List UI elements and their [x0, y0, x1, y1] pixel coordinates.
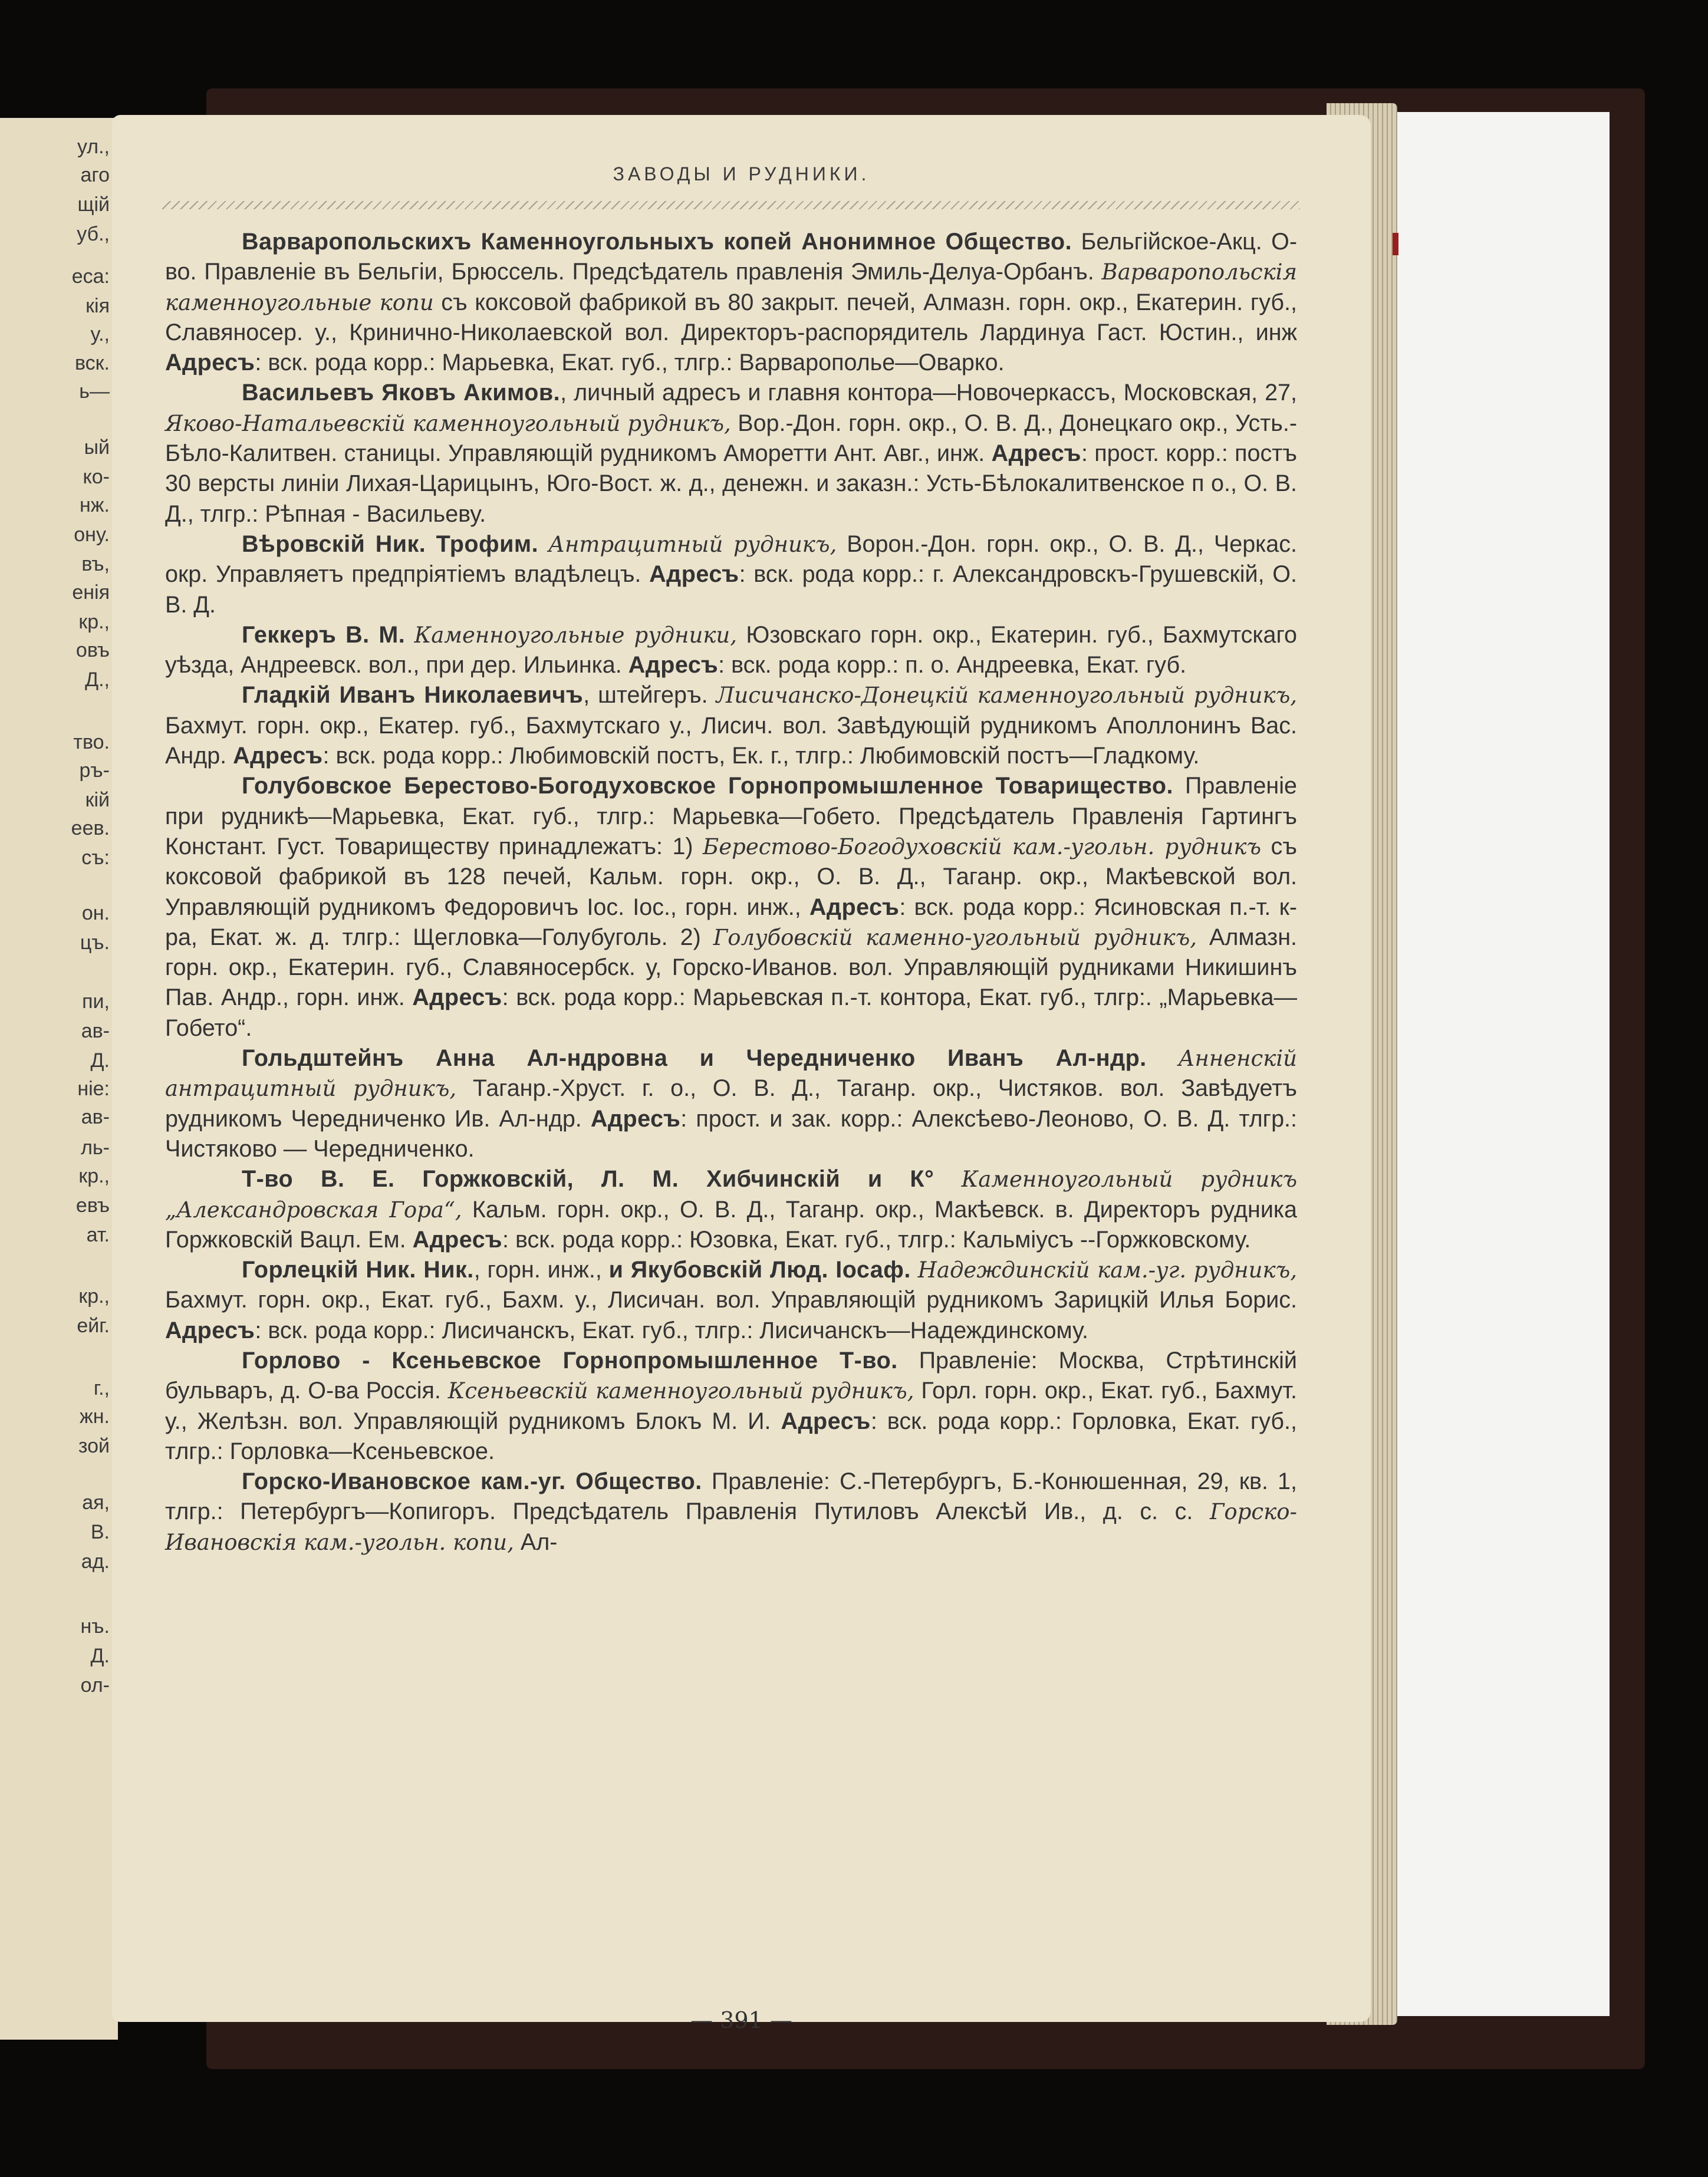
entry-text: Таганр.-Хруст. г. о., О. В. Д., Таганр. окр., Чистяков. вол. Завѣдуетъ рудникомъ Чередниченко Ив. Ал-ндр.: [165, 1075, 1297, 1132]
entry-italic-text: Каменноугольный рудникъ „Александровская Гора“,: [165, 1167, 1297, 1223]
running-head: ЗАВОДЫ И РУДНИКИ.: [613, 163, 870, 185]
facing-page-fragment: еев.: [71, 817, 110, 839]
facing-page-fragment: жн.: [80, 1405, 110, 1428]
directory-entry: [165, 378, 1297, 529]
entry-text: Бахмут. горн. окр., Екатер. губ., Бахмутскаго у., Лисич. вол. Завѣдующій рудникомъ Аполлонинъ Вас. Андр.: [165, 712, 1297, 769]
entry-text: : вск. рода корр.: п. о. Андреевка, Екат. губ.: [718, 652, 1187, 679]
entry-text: Юзовскаго горн. окр., Екатерин. губ., Бахмутскаго уѣзда, Андреевск. вол., при дер. Ильинка.: [165, 621, 1297, 679]
facing-page-fragment: енія: [72, 581, 110, 604]
entry-italic-text: Антрацитный рудникъ,: [548, 531, 837, 557]
entry-text: Кальм. горн. окр., О. В. Д., Таганр. окр., Макѣевск. в. Директоръ рудника Горжковскій Вацл. Ем.: [165, 1196, 1297, 1253]
facing-page-fragment: ол-: [80, 1674, 110, 1697]
entry-text: съ коксовой фабрикой въ 128 печей, Кальм. горн. окр., О. В. Д., Таганр. окр., Макѣевской вол. Управляющій рудникомъ Федоровичъ Іос. Іос., горн. инж.,: [165, 833, 1297, 920]
facing-page-fragment: ад.: [81, 1550, 110, 1573]
entry-text: Бахмут. горн. окр., Екат. губ., Бахм. у., Лисичан. вол. Управляющій рудникомъ Зарицкій Илья Борис.: [165, 1287, 1297, 1313]
directory-entry: [165, 771, 1297, 1043]
facing-page-fragment: цъ.: [80, 931, 110, 954]
entry-text: [1147, 1045, 1179, 1071]
left-page: [0, 118, 118, 2040]
facing-page-fragment: съ:: [81, 847, 110, 869]
facing-page-fragment: нж.: [80, 494, 110, 516]
directory-entry: [165, 529, 1297, 620]
directory-entry: [165, 227, 1297, 378]
facing-page-fragment: аго: [80, 164, 110, 186]
facing-page-fragment: щій: [77, 193, 110, 216]
entry-italic-text: Лисичанско-Донецкій каменноугольный рудникъ,: [716, 683, 1297, 709]
entry-italic-text: Голубовскій каменно-угольный рудникъ,: [713, 924, 1197, 950]
directory-entry: [165, 1467, 1297, 1557]
facing-page-fragment: Д.,: [85, 668, 110, 691]
entry-bold-text: Гладкій Иванъ Николаевичъ: [242, 682, 584, 709]
directory-entry: [165, 1346, 1297, 1467]
header-rule: [162, 201, 1300, 209]
entry-italic-text: Горско-Ивановскія кам.-угольн. копи,: [165, 1499, 1297, 1555]
facing-page-fragment: вск.: [74, 352, 110, 374]
facing-page-fragment: ый: [84, 436, 110, 459]
facing-page-fragment: зой: [78, 1435, 110, 1457]
facing-page-fragment: ль-: [81, 1137, 110, 1159]
entry-text: Правленіе при рудникѣ—Марьевка, Екат. губ., тлгр.: Марьевка—Гобето. Предсѣдатель Правленія Гартингъ Констант. Густ. Товариществу принадлежатъ: 1): [165, 773, 1297, 859]
entry-bold-text: Геккеръ В. М.: [242, 621, 406, 648]
facing-page-fragment: кія: [85, 295, 110, 317]
entry-text: : вск. рода корр.: Юзовка, Екат. губ., тлгр.: Кальміусъ --Горжковскому.: [502, 1226, 1251, 1253]
entry-italic-text: Каменноугольные рудники,: [414, 622, 738, 648]
facing-page-fragment: В.: [90, 1521, 110, 1543]
entry-bold-text: Адресъ: [590, 1105, 681, 1132]
facing-page-fragment: ейг.: [77, 1315, 110, 1337]
facing-page-fragment: у.,: [90, 323, 110, 345]
facing-page-fragment: кр.,: [78, 1165, 110, 1187]
entry-text: , личный адресъ и главня контора—Новочеркассъ, Московская, 27,: [560, 380, 1298, 406]
directory-entry: [165, 1043, 1297, 1164]
entry-text: [405, 622, 414, 648]
facing-page-fragment: ул.,: [77, 136, 110, 158]
entry-text: Ал-: [514, 1529, 558, 1555]
entry-bold-text: Адресъ: [781, 1408, 871, 1434]
entry-text: [538, 531, 548, 557]
entry-text: , штейгеръ.: [583, 682, 716, 709]
entry-text: съ коксовой фабрикой въ 80 закрыт. печей, Алмазн. горн. окр., Екатерин. губ., Славяносер. у., Кринично-Николаевской вол. Директоръ-распорядитель Лардинуа Гаст. Юстин., инж: [165, 289, 1297, 345]
directory-entry: [165, 620, 1297, 681]
facing-page-fragment: кр.,: [78, 611, 110, 633]
facing-page-fragment: ону.: [74, 523, 110, 546]
entry-bold-text: Адресъ: [412, 984, 502, 1011]
entry-text: : вск. рода корр.: г. Александровскъ-Грушевскій, О. В. Д.: [165, 561, 1297, 618]
entry-text: : прост. корр.: постъ 30 версты линіи Лихая-Царицынъ, Юго-Вост. ж. д., денежн. и заказн.: Усть-Бѣлокалитвенское п о., О. В. Д., тлгр.: Рѣпная - Васильеву.: [165, 440, 1297, 527]
directory-entry: [165, 680, 1297, 771]
facing-page-fragment: нъ.: [80, 1615, 110, 1638]
entry-bold-text: Горско-Ивановское кам.-уг. Общество.: [242, 1468, 702, 1495]
facing-page-fragment: Д.: [90, 1049, 110, 1072]
entry-text: Бельгійское-Акц. О-во. Правленіе въ Бельгіи, Брюссель. Предсѣдатель правленія Эмиль-Делуа-Орбанъ.: [165, 229, 1297, 285]
directory-entry: [165, 1164, 1297, 1255]
entry-text: : вск. рода корр.: Марьевская п.-т. контора, Екат. губ., тлгр:. „Марьевка—Гобето“.: [165, 984, 1297, 1041]
facing-page-fragment: еса:: [71, 265, 110, 288]
facing-page-fragment: кій: [85, 789, 110, 811]
directory-text: [165, 227, 1297, 1557]
entry-bold-text: Голубовское Берестово-Богодуховское Горнопромышленное Товарищество.: [242, 773, 1173, 799]
entry-bold-text: Адресъ: [165, 1317, 255, 1343]
entry-bold-text: Горлецкій Ник. Ник.: [242, 1257, 474, 1283]
entry-italic-text: Анненскій антрацитный рудникъ,: [165, 1046, 1297, 1102]
facing-page-fragment: ав-: [81, 1106, 110, 1128]
facing-page-fragment: ав-: [81, 1020, 110, 1042]
entry-italic-text: Берестово-Богодуховскій кам.-угольн. рудникъ: [703, 834, 1262, 859]
entry-italic-text: Яково-Натальевскій каменноугольный рудникъ,: [165, 410, 731, 436]
entry-bold-text: и Якубовскій Люд. Іосаф.: [608, 1257, 911, 1283]
entry-bold-text: Гольдштейнъ Анна Ал-ндровна и Чередниченко Иванъ Ал-ндр.: [242, 1045, 1147, 1072]
entry-text: : вск. рода корр.: Марьевка, Екат. губ., тлгр.: Варваропольe—Оварко.: [255, 350, 1005, 376]
entry-text: : прост. и зак. корр.: Алексѣево-Леоново, О. В. Д. тлгр.: Чистяково — Чередниченко.: [165, 1105, 1297, 1162]
background-sheet: [1374, 112, 1610, 2016]
facing-page-fragment: ь—: [79, 380, 110, 403]
entry-text: : вск. рода корр.: Горловка, Екат. губ., тлгр.: Горловка—Ксеньевское.: [165, 1408, 1298, 1464]
entry-bold-text: Вѣровскій Ник. Трофим.: [242, 531, 539, 557]
entry-bold-text: Адресъ: [165, 350, 255, 376]
facing-page-fragment: ая,: [82, 1491, 110, 1514]
entry-bold-text: Адресъ: [809, 894, 900, 920]
facing-page-fragment: ко-: [83, 466, 110, 488]
entry-text: [934, 1166, 961, 1192]
entry-bold-text: Адресъ: [233, 743, 323, 769]
entry-text: Горл. горн. окр., Екат. губ., Бахмут. у., Желѣзн. вол. Управляющій рудникомъ Блокъ М. И.: [165, 1378, 1297, 1434]
entry-text: , горн. инж.,: [473, 1257, 609, 1283]
directory-entry: [165, 1255, 1297, 1346]
entry-italic-text: Ксеньевскій каменноугольный рудникъ,: [447, 1378, 914, 1404]
bookmark-ribbon: [1393, 233, 1398, 255]
entry-text: : вск. рода корр.: Лисичанскъ, Екат. губ., тлгр.: Лисичанскъ—Надеждинскому.: [255, 1317, 1088, 1343]
entry-text: [911, 1257, 918, 1283]
facing-page-fragment: ніе:: [77, 1078, 110, 1100]
page-number: — 391 —: [690, 2007, 792, 2033]
entry-text: Алмазн. горн. окр., Екатерин. губ., Славяносербск. у, Горско-Иванов. вол. Управляющій рудниками Никишинъ Пав. Андр., горн. инж.: [165, 924, 1298, 1011]
facing-page-fragment: евъ: [75, 1194, 110, 1217]
facing-page-fragment: кр.,: [78, 1285, 110, 1307]
entry-bold-text: Адресъ: [649, 561, 739, 588]
entry-text: Вор.-Дон. горн. окр., О. В. Д., Донецкаго окр., Усть.-Бѣло-Калитвен. станицы. Управляющій рудникомъ Аморетти Ант. Авг., инж.: [165, 410, 1298, 467]
facing-page-fragment: уб.,: [77, 223, 110, 245]
entry-bold-text: Варваропольскихъ Каменноугольныхъ копей Анонимное Общество.: [242, 229, 1072, 255]
entry-text: : вск. рода корр.: Любимовскій постъ, Ек. г., тлгр.: Любимовскій постъ—Гладкому.: [322, 743, 1200, 769]
facing-page-fragment: пи,: [82, 990, 110, 1013]
entry-text: Ворон.-Дон. горн. окр., О. В. Д., Черкас. окр. Управляетъ предпріятіемъ владѣлецъ.: [165, 531, 1298, 588]
facing-page-fragment: въ,: [81, 553, 110, 575]
facing-page-fragment: овъ: [75, 639, 110, 661]
facing-page-fragment: он.: [81, 902, 110, 924]
entry-text: Правленіе: С.-Петербургъ, Б.-Конюшенная, 29, кв. 1, тлгр.: Петербургъ—Копигоръ. Предсѣдатель Правленія Путиловъ Алексѣй Ив., д. с. с.: [165, 1468, 1297, 1525]
facing-page-fragment: тво.: [73, 731, 110, 753]
entry-text: Правленіе: Москва, Стрѣтинскій бульваръ, д. О-ва Россія.: [165, 1347, 1297, 1404]
entry-text: : вск. рода корр.: Ясиновская п.-т. к-ра, Екат. ж. д. тлгр.: Щегловка—Голубуголь. 2): [165, 894, 1298, 950]
entry-italic-text: Надеждинскій кам.-уг. рудникъ,: [917, 1257, 1298, 1283]
book-page: [112, 115, 1371, 2033]
entry-bold-text: Т-во В. Е. Горжковскій, Л. М. Хибчинскій и К°: [242, 1166, 934, 1193]
facing-page-fragment: ръ-: [79, 759, 110, 782]
facing-page-fragment: ат.: [86, 1224, 110, 1246]
entry-bold-text: Адресъ: [412, 1226, 502, 1253]
entry-bold-text: Горлово - Ксеньевское Горнопромышленное Т-во.: [242, 1347, 898, 1374]
entry-bold-text: Васильевъ Яковъ Акимов.: [242, 380, 561, 406]
facing-page-fragment: Д.: [90, 1645, 110, 1667]
entry-italic-text: Варваропольскія каменноугольные копи: [165, 259, 1297, 315]
entry-bold-text: Адресъ: [628, 652, 719, 679]
facing-page-fragment: г.,: [93, 1377, 110, 1399]
entry-bold-text: Адресъ: [991, 440, 1081, 467]
